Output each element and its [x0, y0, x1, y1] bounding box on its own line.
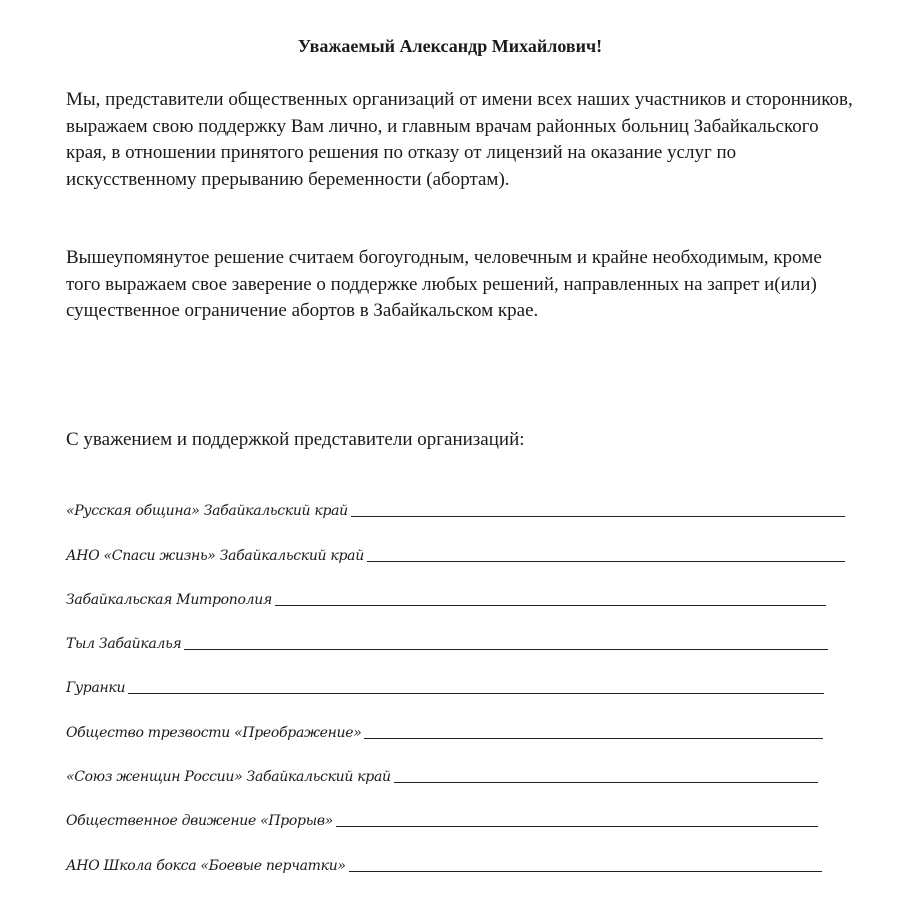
signatory-row — [66, 477, 845, 521]
signatory-row — [66, 610, 845, 654]
signatory-name: Общество трезвости «Преображение» — [66, 724, 362, 741]
signatory-name: «Союз женщин России» Забайкальский край — [66, 769, 391, 786]
signature-line — [184, 649, 828, 650]
signatory-name: АНО «Спаси жизнь» Забайкальский край — [66, 547, 364, 564]
letter-salutation: Уважаемый Александр Михайлович! — [297, 36, 603, 56]
signatory-row — [66, 698, 845, 742]
signatory-row — [66, 743, 845, 787]
signatory-name: Общественное движение «Прорыв» — [66, 813, 333, 830]
signatory-name: АНО Школа бокса «Боевые перчатки» — [66, 857, 346, 874]
letter-paragraph-support: Мы, представители общественных организаций от имени всех наших участников и сторонников, выражаем свою поддержку Вам лично, и главным врачам районных больниц Забайкальского края, в отношении принятого решения по отказу от лицензий на оказание услуг по искусственному прерыванию беременности (абортам). — [66, 89, 853, 190]
signatory-row — [66, 654, 845, 698]
signature-line — [349, 871, 822, 872]
signatory-row — [66, 566, 845, 610]
signatory-name: Гуранки — [66, 680, 126, 697]
signatory-name: Тыл Забайкалья — [66, 636, 182, 653]
signatory-name: «Русская община» Забайкальский край — [66, 503, 348, 520]
signatory-row — [66, 831, 845, 875]
signature-line — [367, 561, 845, 562]
signatory-row — [66, 787, 845, 831]
letter-closing: С уважением и поддержкой представители организаций: — [66, 429, 525, 450]
signature-line — [336, 826, 818, 827]
signature-line — [364, 738, 823, 739]
signatory-row — [66, 521, 845, 565]
signature-line — [351, 516, 845, 517]
signature-line — [394, 782, 818, 783]
letter-paragraph-assurance: Вышеупомянутое решение считаем богоугодным, человечным и крайне необходимым, кроме того выражаем свое заверение о поддержке любых решений, направленных на запрет и(или) существенное ограничение абортов в Забайкальском крае. — [66, 247, 822, 322]
signatory-name: Забайкальская Митрополия — [66, 591, 272, 608]
signature-line — [275, 605, 826, 606]
signature-line — [128, 693, 824, 694]
signatory-list — [66, 477, 845, 876]
